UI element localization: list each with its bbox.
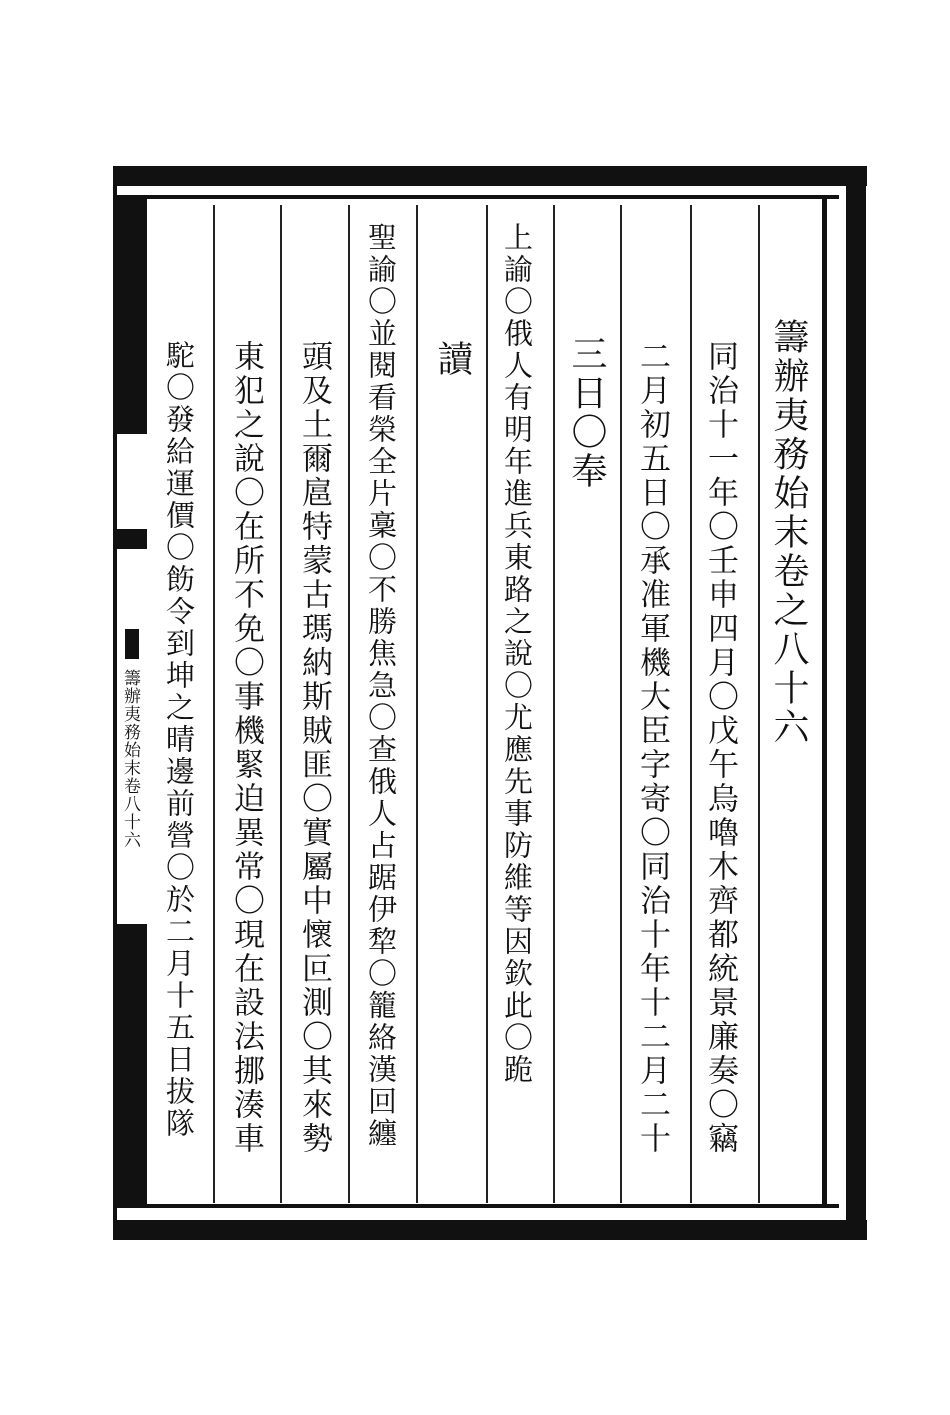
spine-block-top [117, 199, 147, 434]
column-rule [486, 205, 488, 1203]
spine-fishtail-mark [125, 629, 139, 659]
column-rule [416, 205, 418, 1203]
page-frame-bottom [113, 1220, 867, 1240]
column-text: 駝〇發給運價〇飭令到坤之晴邊前營〇於二月十五日拔隊 [162, 340, 196, 1140]
inner-border-top [117, 195, 839, 199]
column-text: 東犯之說〇在所不免〇事機緊迫異常〇現在設法挪湊車 [228, 340, 264, 1156]
column-text: 同治十一年〇壬申四月〇戊午烏嚕木齊都統景廉奏〇竊 [702, 340, 738, 1156]
column-text: 二月初五日〇承准軍機大臣字寄〇同治十年十二月二十 [634, 340, 670, 1156]
column-rule [348, 205, 350, 1203]
column-text: 三日〇奉 [566, 335, 607, 491]
book-spine [117, 199, 147, 1204]
page-frame-right [846, 166, 866, 1240]
column-rule [620, 205, 622, 1203]
column-text: 聖諭〇並閱看榮全片稾〇不勝焦急〇查俄人占踞伊犂〇籠絡漢回纏 [364, 222, 398, 1150]
column-rule [553, 205, 555, 1203]
column-text: 上諭〇俄人有明年進兵東路之說〇尤應先事防維等因欽此〇跪 [500, 222, 534, 1086]
spine-fishtail-mark [117, 529, 147, 549]
column-rule [690, 205, 692, 1203]
column-text: 讀 [432, 340, 473, 379]
column-text: 頭及土爾扈特蒙古瑪納斯賊匪〇實屬中懷叵測〇其來勢 [296, 340, 332, 1156]
inner-border-bottom [117, 1204, 839, 1208]
column-rule [280, 205, 282, 1203]
spine-label: 籌辦夷務始末卷八十六 [120, 669, 140, 849]
inner-border-right [822, 195, 827, 1208]
column-rule [213, 205, 215, 1203]
page-frame-top [113, 166, 867, 186]
spine-block-bottom [117, 924, 147, 1204]
column-rule [758, 205, 760, 1203]
column-title: 籌辦夷務始末卷之八十六 [768, 318, 809, 747]
